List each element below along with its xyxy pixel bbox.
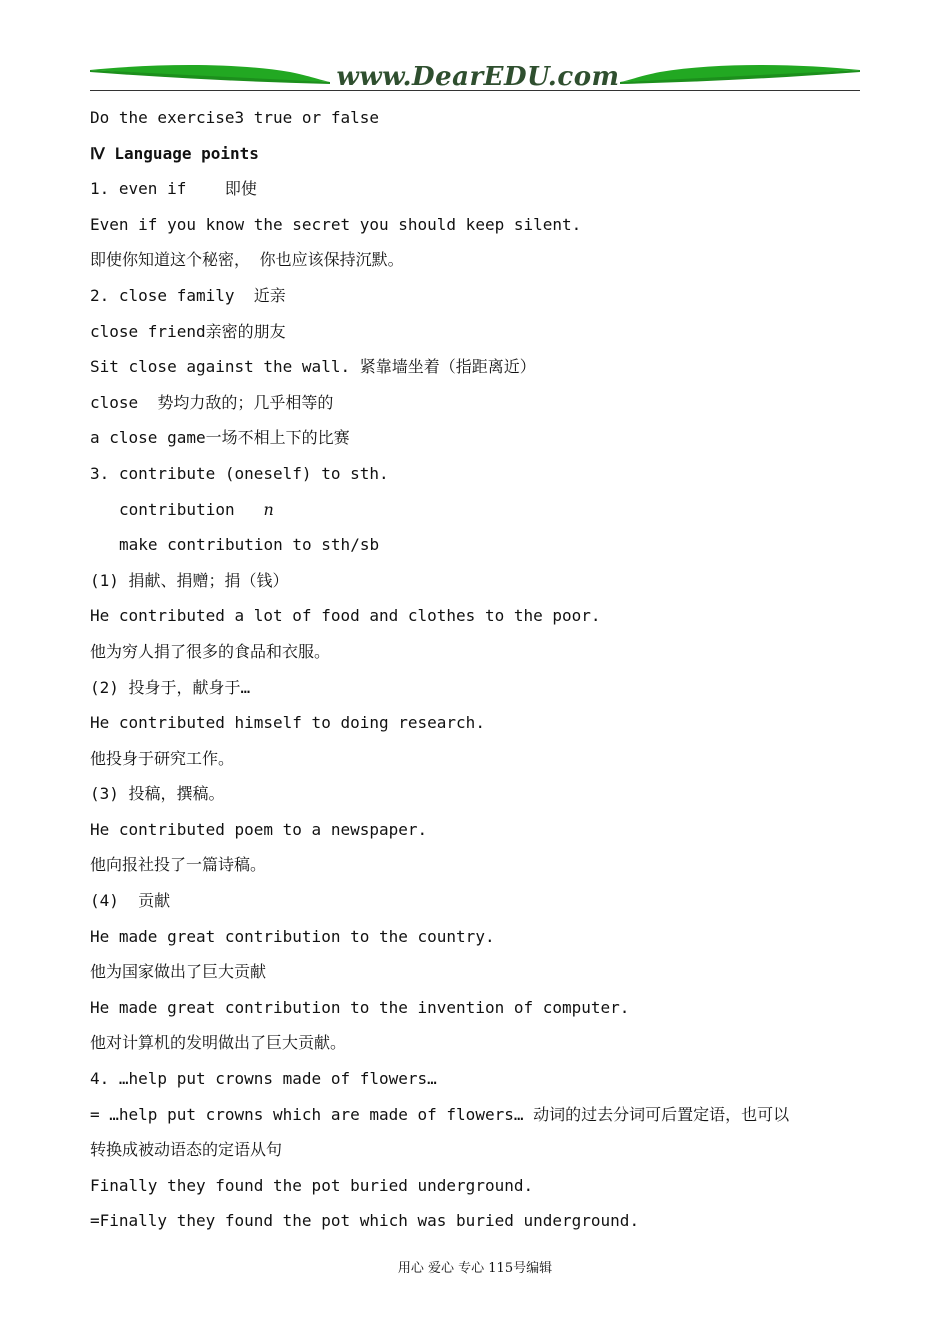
sense-1: (1) 捐献、捐赠；捐（钱） <box>90 570 289 590</box>
site-logo: www.DearEDU.com <box>336 62 620 92</box>
example-sentence: Sit close against the wall. 紧靠墙坐着（指距离近） <box>90 357 536 377</box>
example-sentence: He contributed a lot of food and clothes to the poor. <box>90 606 601 626</box>
example-sentence: He contributed himself to doing research. <box>90 713 485 733</box>
part-of-speech: n <box>263 499 274 519</box>
translation: 他为穷人捐了很多的食品和衣服。 <box>90 641 331 661</box>
example-sentence: =Finally they found the pot which was buried underground. <box>90 1211 640 1231</box>
point-1-heading: 1. even if 即使 <box>90 179 257 199</box>
example-sentence: Finally they found the pot buried underground. <box>90 1175 534 1195</box>
collocation: make contribution to sth/sb <box>119 535 380 555</box>
derived-word-text: contribution <box>119 499 264 519</box>
translation: 他投身于研究工作。 <box>90 748 235 768</box>
example-phrase: a close game一场不相上下的比赛 <box>90 428 350 448</box>
translation: 他为国家做出了巨大贡献 <box>90 962 267 982</box>
explanation: = …help put crowns which are made of flowers… 动词的过去分词可后置定语，也可以 <box>90 1104 790 1124</box>
point-3-heading: 3. contribute (oneself) to sth. <box>90 463 389 483</box>
page-footer: 用心 爱心 专心 115号编辑 <box>397 1261 553 1276</box>
translation: 他向报社投了一篇诗稿。 <box>90 855 267 875</box>
exercise-instruction: Do the exercise3 true or false <box>90 108 379 127</box>
sense-4: (4) 贡献 <box>90 891 171 911</box>
point-2-heading: 2. close family 近亲 <box>90 285 286 305</box>
explanation-continued: 转换成被动语态的定语从句 <box>90 1140 283 1160</box>
page-header <box>90 58 860 98</box>
example-sentence: He contributed poem to a newspaper. <box>90 819 428 839</box>
example-sentence: He made great contribution to the country. <box>90 926 495 946</box>
example-sentence: Even if you know the secret you should keep silent. <box>90 214 582 234</box>
sense-2: (2) 投身于，献身于… <box>90 677 251 697</box>
sense-3: (3) 投稿，撰稿。 <box>90 784 225 804</box>
example-sentence: He made great contribution to the invention of computer. <box>90 997 630 1017</box>
document-body <box>90 100 865 1239</box>
derived-word <box>90 492 865 528</box>
translation: 他对计算机的发明做出了巨大贡献。 <box>90 1033 347 1053</box>
translation: 即使你知道这个秘密， 你也应该保持沉默。 <box>90 250 404 270</box>
point-4-heading: 4. …help put crowns made of flowers… <box>90 1069 437 1089</box>
definition: close 势均力敌的；几乎相等的 <box>90 392 334 412</box>
example-phrase: close friend亲密的朋友 <box>90 321 286 341</box>
section-heading: Ⅳ Language points <box>90 143 259 163</box>
